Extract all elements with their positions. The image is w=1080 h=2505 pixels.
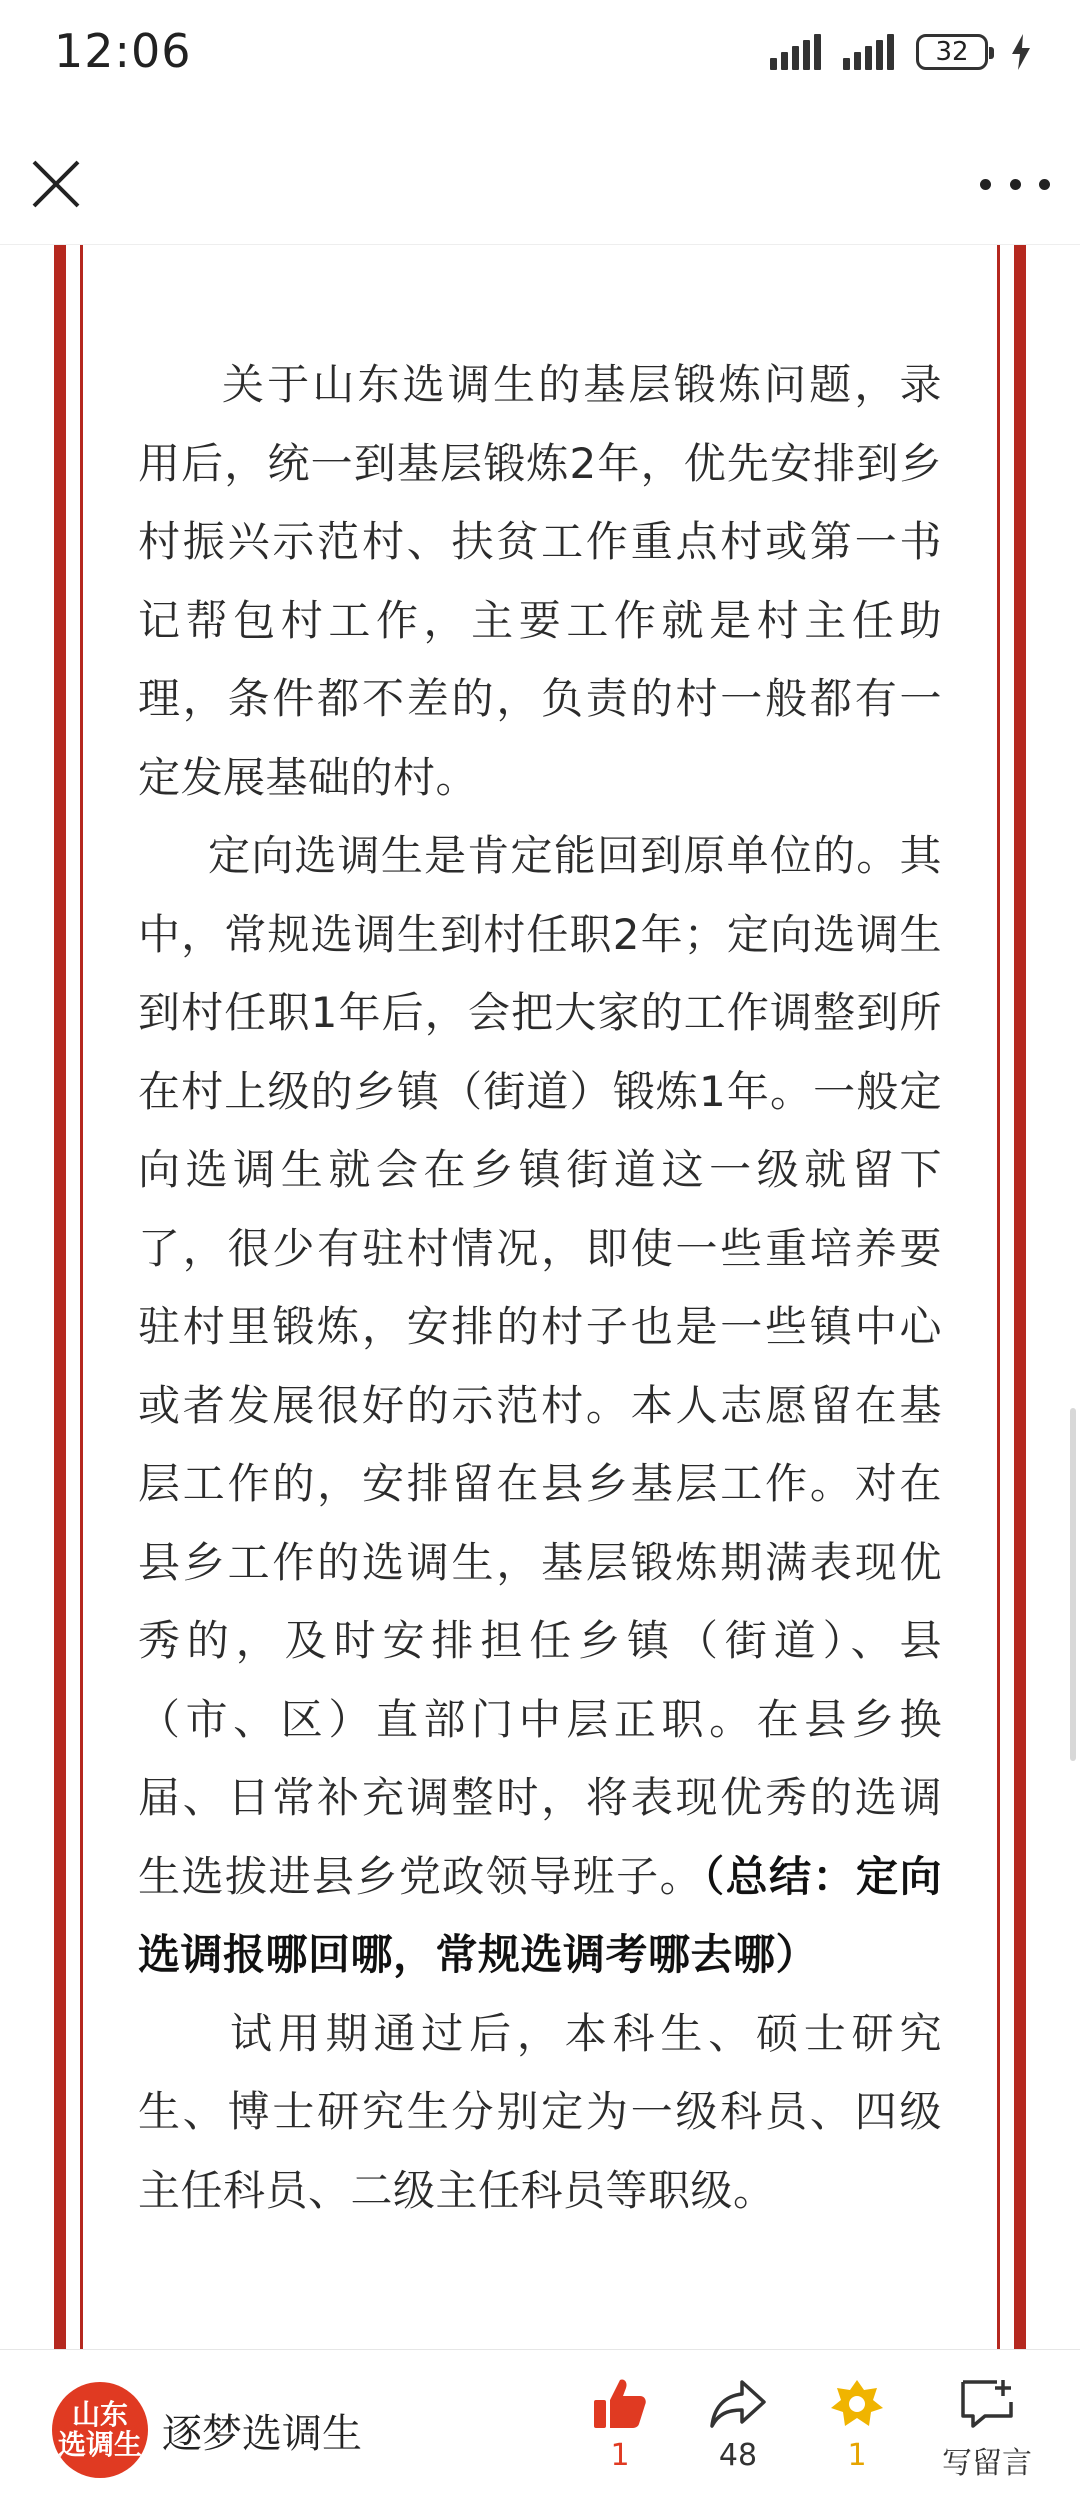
close-icon [26, 154, 86, 214]
decorative-border [54, 245, 66, 2349]
signal-icon [770, 34, 821, 70]
thumbs-up-icon [590, 2374, 650, 2434]
account-avatar[interactable] [52, 2382, 148, 2478]
avatar-text: 山东 [71, 2398, 128, 2431]
summary-bold-text: （总结：定向选调报哪回哪，常规选调考哪去哪） [138, 1851, 942, 1979]
paragraph [138, 817, 942, 1995]
decorative-border [997, 245, 1000, 2349]
battery-icon [916, 34, 988, 70]
close-button[interactable] [26, 154, 86, 214]
signal-icon [843, 34, 894, 70]
like-button[interactable] [560, 2374, 680, 2473]
nav-bar [0, 104, 1080, 245]
star-button[interactable] [797, 2374, 917, 2473]
bottom-bar [0, 2349, 1080, 2505]
more-icon-dot [1039, 179, 1050, 190]
avatar-text: 选调生 [57, 2428, 142, 2461]
article-body[interactable] [0, 245, 1080, 2349]
comment-add-icon [957, 2374, 1017, 2434]
share-button[interactable] [678, 2374, 798, 2473]
status-icons [770, 30, 1032, 74]
like-count: 1 [610, 2438, 630, 2473]
paragraph: 试用期通过后，本科生、硕士研究生、博士研究生分别定为一级科员、四级主任科员、二级主任科员等职级。 [138, 2008, 942, 2215]
status-bar [0, 0, 1080, 104]
paragraph: 关于山东选调生的基层锻炼问题，录用后，统一到基层锻炼2年，优先安排到乡村振兴示范村、扶贫工作重点村或第一书记帮包村工作，主要工作就是村主任助理，条件都不差的，负责的村一般都有一定发展基础的村。 [138, 360, 942, 802]
article-content [138, 346, 942, 2230]
more-button[interactable] [980, 164, 1050, 204]
share-icon [708, 2374, 768, 2434]
paragraph-text: 定向选调生是肯定能回到原单位的。其中，常规选调生到村任职2年；定向选调生到村任职1年后，会把大家的工作调整到所在村上级的乡镇（街道）锻炼1年。一般定向选调生就会在乡镇街道这一级就留下了，很少有驻村情况，即使一些重培养要驻村里锻炼，安排的村子也是一些镇中心或者发展很好的示范村。本人志愿留在基层工作的，安排留在县乡基层工作。对在县乡工作的选调生，基层锻炼期满表现优秀的，及时安排担任乡镇（街道）、县（市、区）直部门中层正职。在县乡换届、日常补充调整时，将表现优秀的选调生选拔进县乡党政领导班子。 [138, 831, 942, 1901]
scrollbar-thumb[interactable] [1070, 1408, 1076, 1761]
more-icon-dot [980, 179, 991, 190]
more-icon-dot [1010, 179, 1021, 190]
account-name[interactable]: 逐梦选调生 [162, 2411, 362, 2457]
sparkle-star-icon [827, 2374, 887, 2434]
status-time: 12:06 [54, 24, 192, 78]
battery-level: 32 [935, 37, 969, 67]
charging-icon [1010, 34, 1032, 70]
decorative-border [1014, 245, 1026, 2349]
star-count: 1 [847, 2438, 867, 2473]
comment-label: 写留言 [942, 2446, 1032, 2481]
comment-button[interactable] [917, 2374, 1057, 2482]
share-count: 48 [718, 2438, 758, 2473]
decorative-border [80, 245, 83, 2349]
